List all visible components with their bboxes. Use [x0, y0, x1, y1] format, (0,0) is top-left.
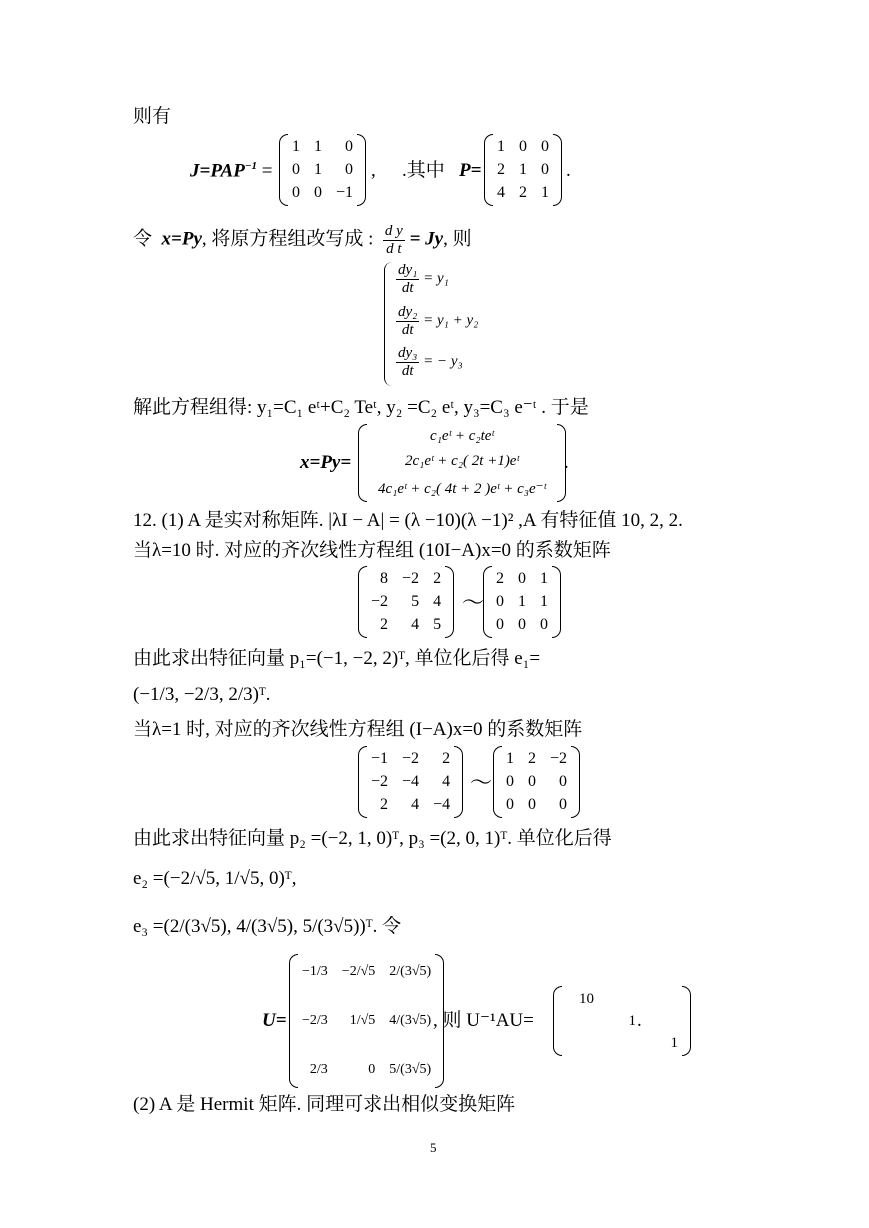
tilde-2: ～: [470, 770, 493, 795]
matrix-cell: 2: [380, 615, 389, 633]
matrix-cell: 0: [345, 138, 354, 156]
system-brace: [384, 262, 393, 386]
text-line-7: 12. (1) A 是实对称矩阵. |λI − A| = (λ −10)(λ −1)² ,A 有特征值 10, 2, 2.: [133, 510, 683, 531]
matrix-cell: 0: [559, 795, 568, 813]
matrix-cell: −2: [371, 592, 389, 610]
matrix-cell: 4: [497, 183, 505, 201]
matrix-cell: 0: [541, 160, 549, 178]
text-line-5: 解此方程组得: y₁=C₁ eᵗ+C₂ Teᵗ, y₂ =C₂ eᵗ, y₃=C₃ e⁻ᵗ . 于是: [133, 397, 589, 418]
x-row-1: c₁eᵗ + c₂teᵗ: [430, 428, 494, 445]
eq-J: $J=PAP^{-1}$ =: [190, 160, 273, 182]
matrix-cell: 1: [519, 160, 527, 178]
matrix-J: [279, 134, 366, 206]
matrix-cell: −2: [550, 750, 568, 768]
dot-1: .: [566, 160, 571, 181]
text-line-1: 则有: [133, 106, 172, 127]
matrix-cell: 5: [433, 615, 442, 633]
matrix-cell: 0: [528, 795, 536, 813]
matrix-cell: 1: [314, 160, 322, 178]
matrix-diag: [553, 986, 691, 1056]
matrix-cell: 2: [519, 183, 527, 201]
matrix-cell: 2: [442, 750, 451, 768]
tilde-1: ～: [462, 590, 485, 615]
page-number: 5: [430, 1140, 437, 1155]
matrix-cell: 1: [497, 138, 505, 156]
matrix-cell: 2: [497, 160, 505, 178]
matrix-cell: 1: [506, 750, 514, 768]
matrix-cell: 0: [314, 183, 322, 201]
matrix-cell: 0: [559, 772, 568, 790]
x-row-3: 4c₁eᵗ + c₂( 4t + 2 )eᵗ + c₃e⁻ᵗ: [377, 480, 547, 497]
system-eq-1: $\frac{\text{dy₁}}{dt}$ = y₁: [398, 262, 449, 296]
matrix-cell: −2: [402, 750, 420, 768]
matrix-cell: 4/(3√5): [389, 1012, 432, 1028]
matrix-cell: 4: [411, 615, 420, 633]
matrix-cell: 0: [518, 570, 526, 588]
matrix-cell: 4: [433, 592, 442, 610]
matrix-cell: 2: [496, 570, 504, 588]
matrix-cell: −2: [402, 570, 420, 588]
matrix-cell: 0: [518, 615, 526, 633]
text-qizhong: .其中: [402, 160, 445, 181]
matrix-P: [484, 134, 562, 206]
matrix-10a: [358, 566, 454, 638]
matrix-1a: [358, 746, 463, 818]
matrix-U: [289, 954, 444, 1088]
matrix-cell: 2: [380, 795, 389, 813]
system-eq-2: $\frac{\text{dy₂}}{dt}$ = y₁ + y₂: [398, 304, 479, 338]
matrix-cell: −1: [371, 750, 389, 768]
matrix-cell: −2/√5: [341, 964, 376, 980]
matrix-cell: 1: [541, 183, 549, 201]
text-line-9: 由此求出特征向量 p₁=(−1, −2, 2)ᵀ, 单位化后得 e₁=: [133, 648, 541, 669]
matrix-cell: 0: [506, 795, 514, 813]
system-eq-3: $\frac{\text{dy₃}}{dt}$ = − y₃: [398, 345, 463, 379]
matrix-cell: −1: [336, 183, 354, 201]
dot-2: .: [564, 452, 569, 473]
matrix-cell: −2/3: [302, 1012, 328, 1028]
matrix-1b: [493, 746, 580, 818]
matrix-cell: 0: [368, 1061, 376, 1077]
matrix-cell: 0: [541, 138, 549, 156]
matrix-cell: 0: [345, 160, 354, 178]
x-row-2: 2c₁eᵗ + c₂( 2t +1)eᵗ: [404, 453, 519, 470]
matrix-cell: −1/3: [302, 964, 328, 980]
matrix-cell: 0: [528, 772, 536, 790]
matrix-cell: 1: [292, 138, 300, 156]
matrix-cell: 1: [518, 592, 526, 610]
text-line-11: 当λ=1 时, 对应的齐次线性方程组 (I−A)x=0 的系数矩阵: [133, 719, 583, 740]
matrix-cell: 1: [314, 138, 322, 156]
matrix-cell: 1: [540, 570, 548, 588]
text-line-13: e₂ =(−2/√5, 1/√5, 0)ᵀ,: [133, 868, 297, 889]
matrix-cell: 0: [292, 183, 300, 201]
matrix-cell: 1: [670, 1034, 678, 1051]
matrix-cell: 5: [411, 592, 420, 610]
matrix-cell: 2/(3√5): [389, 964, 432, 980]
text-U-inverse: , 则 U⁻¹AU=: [433, 1010, 534, 1031]
matrix-cell: 1/√5: [349, 1012, 376, 1028]
matrix-cell: 2: [528, 750, 536, 768]
text-line-3: 令 x=Py, 将原方程组改写成 : $\frac{\text{d y}}{\text{d t}}$ = Jy, 则: [133, 223, 472, 257]
eq-P: P=: [459, 160, 482, 181]
matrix-cell: 2/3: [309, 1061, 328, 1077]
dot-3: .: [637, 1010, 642, 1031]
matrix-cell: −4: [433, 795, 451, 813]
matrix-cell: 8: [380, 570, 389, 588]
comma-1: ,: [371, 160, 376, 181]
matrix-cell: 0: [540, 615, 548, 633]
matrix-cell: 0: [519, 138, 527, 156]
matrix-cell: 0: [496, 615, 504, 633]
matrix-cell: −4: [402, 772, 420, 790]
matrix-10b: [483, 566, 561, 638]
matrix-cell: 4: [442, 772, 451, 790]
matrix-cell: 0: [496, 592, 504, 610]
matrix-cell: 2: [433, 570, 442, 588]
text-line-16: (2) A 是 Hermit 矩阵. 同理可求出相似变换矩阵: [133, 1094, 516, 1115]
eq-U: U=: [262, 1010, 287, 1031]
text-line-14: e₃ =(2/(3√5), 4/(3√5), 5/(3√5))ᵀ. 令: [133, 916, 402, 937]
matrix-cell: 5/(3√5): [389, 1061, 432, 1077]
matrix-cell: 0: [292, 160, 300, 178]
matrix-cell: 1: [628, 1012, 636, 1029]
text-line-8: 当λ=10 时. 对应的齐次线性方程组 (10I−A)x=0 的系数矩阵: [133, 540, 611, 561]
matrix-cell: 10: [579, 990, 594, 1007]
matrix-cell: 1: [540, 592, 548, 610]
matrix-cell: 0: [506, 772, 514, 790]
text-line-10: (−1/3, −2/3, 2/3)ᵀ.: [133, 684, 271, 705]
matrix-x: [358, 424, 566, 502]
eq-x-Py: x=Py=: [300, 452, 352, 473]
matrix-cell: −2: [371, 772, 389, 790]
matrix-cell: 4: [411, 795, 420, 813]
text-line-12: 由此求出特征向量 p₂ =(−2, 1, 0)ᵀ, p₃ =(2, 0, 1)ᵀ. 单位化后得: [133, 828, 612, 849]
